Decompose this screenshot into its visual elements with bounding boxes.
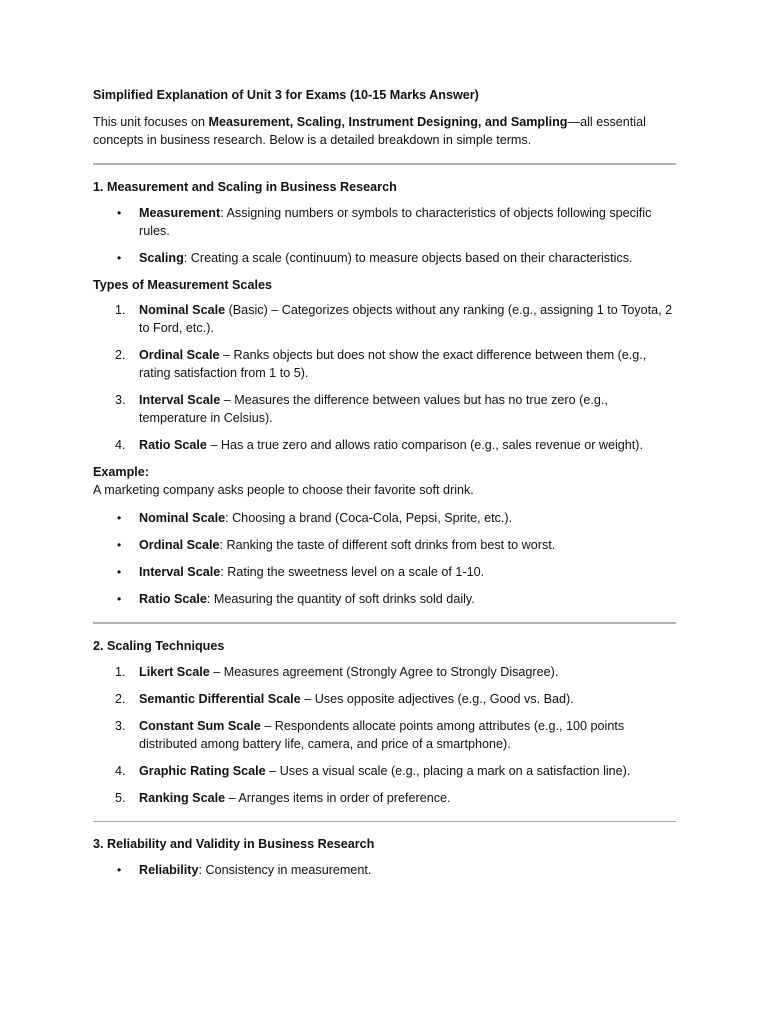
types-subheading: Types of Measurement Scales bbox=[93, 278, 272, 292]
bullet-glyph: • bbox=[117, 511, 122, 525]
item-term: Likert Scale bbox=[139, 665, 210, 679]
list-number: 2. bbox=[115, 692, 126, 706]
bullet-glyph: • bbox=[117, 538, 122, 552]
item-term: Interval Scale bbox=[139, 565, 221, 579]
list-number: 1. bbox=[115, 303, 126, 317]
bullet-glyph: • bbox=[117, 863, 122, 877]
section-3-bullets-list bbox=[93, 861, 676, 879]
item-term: Ordinal Scale bbox=[139, 348, 220, 362]
item-text: – Respondents allocate points among attributes (e.g., 100 points distributed among battery life, camera, and price of a smartphone). bbox=[139, 719, 625, 751]
example-bullets-list bbox=[93, 509, 676, 608]
intro-paragraph bbox=[93, 113, 676, 149]
intro-bold-topics: Measurement, Scaling, Instrument Designing, and Sampling bbox=[208, 115, 568, 129]
list-number: 1. bbox=[115, 665, 126, 679]
item-text: – Arranges items in order of preference. bbox=[225, 791, 451, 805]
intro-text-end: —all essential concepts in business research. Below is a detailed breakdown in simple terms. bbox=[93, 115, 646, 147]
list-item bbox=[93, 249, 676, 267]
item-text: – Has a true zero and allows ratio comparison (e.g., sales revenue or weight). bbox=[206, 438, 644, 452]
item-text: (Basic) – Categorizes objects without any ranking (e.g., assigning 1 to Toyota, 2 to Ford, etc.). bbox=[139, 303, 673, 335]
item-text: : Assigning numbers or symbols to characteristics of objects following specific rules. bbox=[139, 206, 652, 238]
list-item bbox=[93, 436, 676, 454]
section-divider bbox=[93, 622, 676, 624]
bullet-glyph: • bbox=[117, 206, 122, 220]
item-term: Semantic Differential Scale bbox=[139, 692, 301, 706]
item-text: – Measures the difference between values but has no true zero (e.g., temperature in Celsius). bbox=[139, 393, 608, 425]
item-term: Ranking Scale bbox=[139, 791, 226, 805]
section-2-heading: 2. Scaling Techniques bbox=[93, 639, 225, 653]
bullet-glyph: • bbox=[117, 251, 122, 265]
section-divider bbox=[93, 163, 676, 165]
list-item bbox=[93, 563, 676, 581]
list-item bbox=[93, 690, 676, 708]
item-term: Constant Sum Scale bbox=[139, 719, 261, 733]
list-item bbox=[93, 590, 676, 608]
measurement-scale-types-list bbox=[93, 301, 676, 454]
section-1-heading: 1. Measurement and Scaling in Business Research bbox=[93, 180, 397, 194]
example-text: A marketing company asks people to choose their favorite soft drink. bbox=[93, 483, 474, 497]
document-title: Simplified Explanation of Unit 3 for Exams (10-15 Marks Answer) bbox=[93, 88, 479, 102]
item-text: – Measures agreement (Strongly Agree to Strongly Disagree). bbox=[209, 665, 559, 679]
list-number: 4. bbox=[115, 438, 126, 452]
item-term: Graphic Rating Scale bbox=[139, 764, 266, 778]
item-term: Measurement bbox=[139, 206, 221, 220]
list-item bbox=[93, 391, 676, 427]
list-number: 3. bbox=[115, 719, 126, 733]
item-text: – Ranks objects but does not show the exact difference between them (e.g., rating satisfaction from 1 to 5). bbox=[139, 348, 647, 380]
section-3-heading: 3. Reliability and Validity in Business Research bbox=[93, 837, 375, 851]
item-term: Interval Scale bbox=[139, 393, 221, 407]
section-divider bbox=[93, 821, 676, 822]
example-block bbox=[93, 463, 676, 499]
example-label: Example: bbox=[93, 465, 149, 479]
list-item bbox=[93, 346, 676, 382]
item-text: – Uses opposite adjectives (e.g., Good vs. Bad). bbox=[300, 692, 574, 706]
item-term: Nominal Scale bbox=[139, 303, 226, 317]
list-number: 2. bbox=[115, 348, 126, 362]
item-text: : Consistency in measurement. bbox=[198, 863, 372, 877]
list-item bbox=[93, 509, 676, 527]
bullet-glyph: • bbox=[117, 565, 122, 579]
item-term: Nominal Scale bbox=[139, 511, 226, 525]
list-item bbox=[93, 717, 676, 753]
item-text: : Rating the sweetness level on a scale of 1-10. bbox=[220, 565, 485, 579]
item-term: Ratio Scale bbox=[139, 592, 207, 606]
list-number: 3. bbox=[115, 393, 126, 407]
list-item bbox=[93, 663, 676, 681]
item-text: – Uses a visual scale (e.g., placing a mark on a satisfaction line). bbox=[265, 764, 631, 778]
item-text: : Measuring the quantity of soft drinks sold daily. bbox=[206, 592, 475, 606]
list-item bbox=[93, 204, 676, 240]
intro-text-start: This unit focuses on bbox=[93, 115, 209, 129]
list-number: 4. bbox=[115, 764, 126, 778]
list-item bbox=[93, 861, 676, 879]
item-term: Reliability bbox=[139, 863, 199, 877]
section-1-definitions-list bbox=[93, 204, 676, 267]
item-text: : Choosing a brand (Coca-Cola, Pepsi, Sprite, etc.). bbox=[225, 511, 513, 525]
item-text: : Ranking the taste of different soft drinks from best to worst. bbox=[219, 538, 556, 552]
list-item bbox=[93, 536, 676, 554]
item-term: Scaling bbox=[139, 251, 184, 265]
scaling-techniques-list bbox=[93, 663, 676, 807]
item-text: : Creating a scale (continuum) to measure objects based on their characteristics. bbox=[183, 251, 633, 265]
item-term: Ordinal Scale bbox=[139, 538, 220, 552]
list-item bbox=[93, 762, 676, 780]
list-item bbox=[93, 301, 676, 337]
item-term: Ratio Scale bbox=[139, 438, 207, 452]
list-number: 5. bbox=[115, 791, 126, 805]
list-item bbox=[93, 789, 676, 807]
bullet-glyph: • bbox=[117, 592, 122, 606]
